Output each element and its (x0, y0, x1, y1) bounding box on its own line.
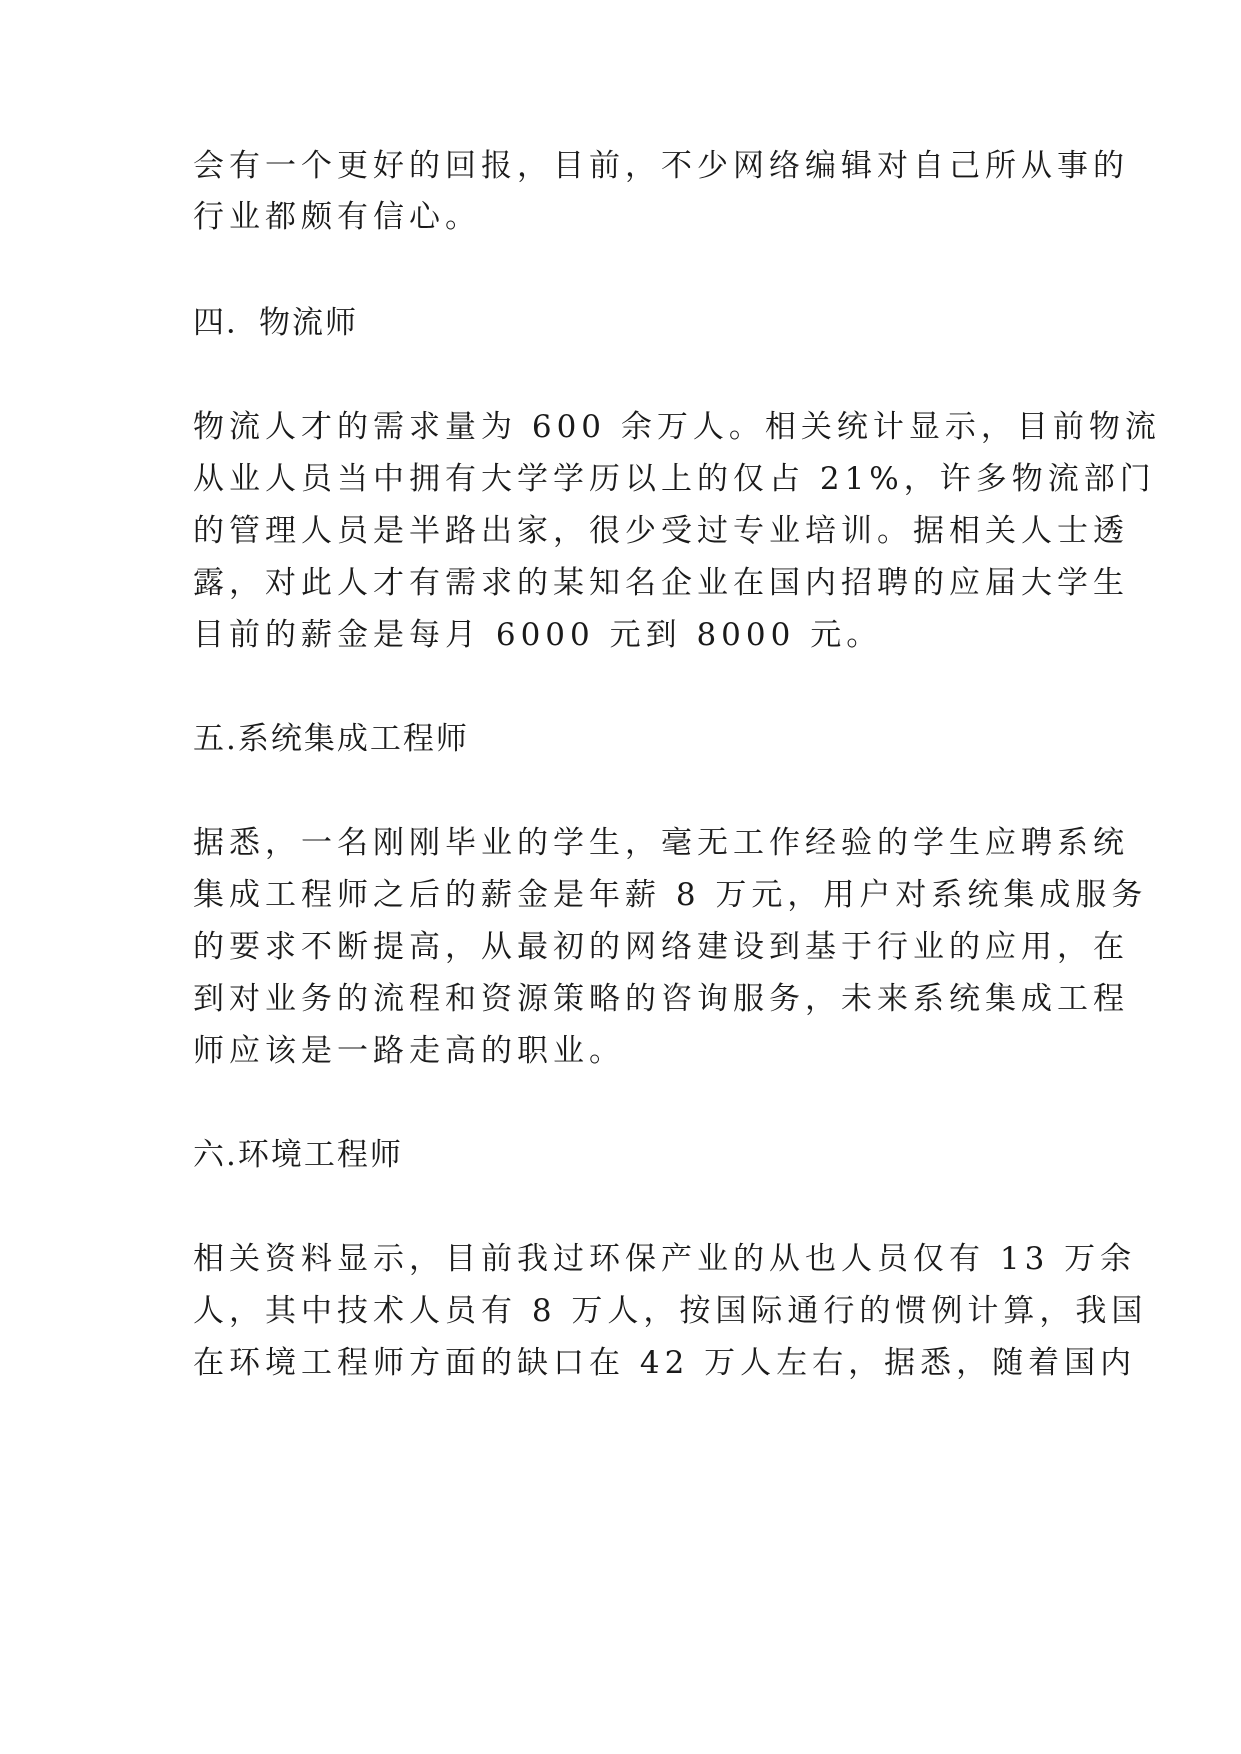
paragraph-line: 集成工程师之后的薪金是年薪 8 万元，用户对系统集成服务 (193, 877, 1148, 913)
paragraph-line: 相关资料显示，目前我过环保产业的从也人员仅有 13 万余 (193, 1241, 1137, 1277)
paragraph-line: 露，对此人才有需求的某知名企业在国内招聘的应届大学生 (193, 565, 1129, 601)
paragraph-line: 到对业务的流程和资源策略的咨询服务，未来系统集成工程 (193, 981, 1129, 1017)
section-heading-system-integration: 五.系统集成工程师 (193, 721, 469, 757)
section-heading-environmental: 六.环境工程师 (193, 1137, 403, 1173)
intro-line-1: 会有一个更好的回报，目前，不少网络编辑对自己所从事的 (193, 148, 1129, 184)
paragraph-line: 据悉，一名刚刚毕业的学生，毫无工作经验的学生应聘系统 (193, 825, 1129, 861)
paragraph-line: 师应该是一路走高的职业。 (193, 1033, 625, 1069)
paragraph-line: 物流人才的需求量为 600 余万人。相关统计显示，目前物流 (193, 409, 1161, 445)
intro-line-2: 行业都颇有信心。 (193, 199, 481, 235)
section-heading-logistics: 四．物流师 (193, 305, 358, 341)
paragraph-line: 的要求不断提高，从最初的网络建设到基于行业的应用，在 (193, 929, 1129, 965)
paragraph-line: 目前的薪金是每月 6000 元到 8000 元。 (193, 617, 883, 653)
paragraph-line: 从业人员当中拥有大学学历以上的仅占 21%，许多物流部门 (193, 461, 1156, 497)
paragraph-line: 人，其中技术人员有 8 万人，按国际通行的惯例计算，我国 (193, 1293, 1148, 1329)
paragraph-line: 在环境工程师方面的缺口在 42 万人左右，据悉，随着国内 (193, 1345, 1137, 1381)
paragraph-line: 的管理人员是半路出家，很少受过专业培训。据相关人士透 (193, 513, 1129, 549)
